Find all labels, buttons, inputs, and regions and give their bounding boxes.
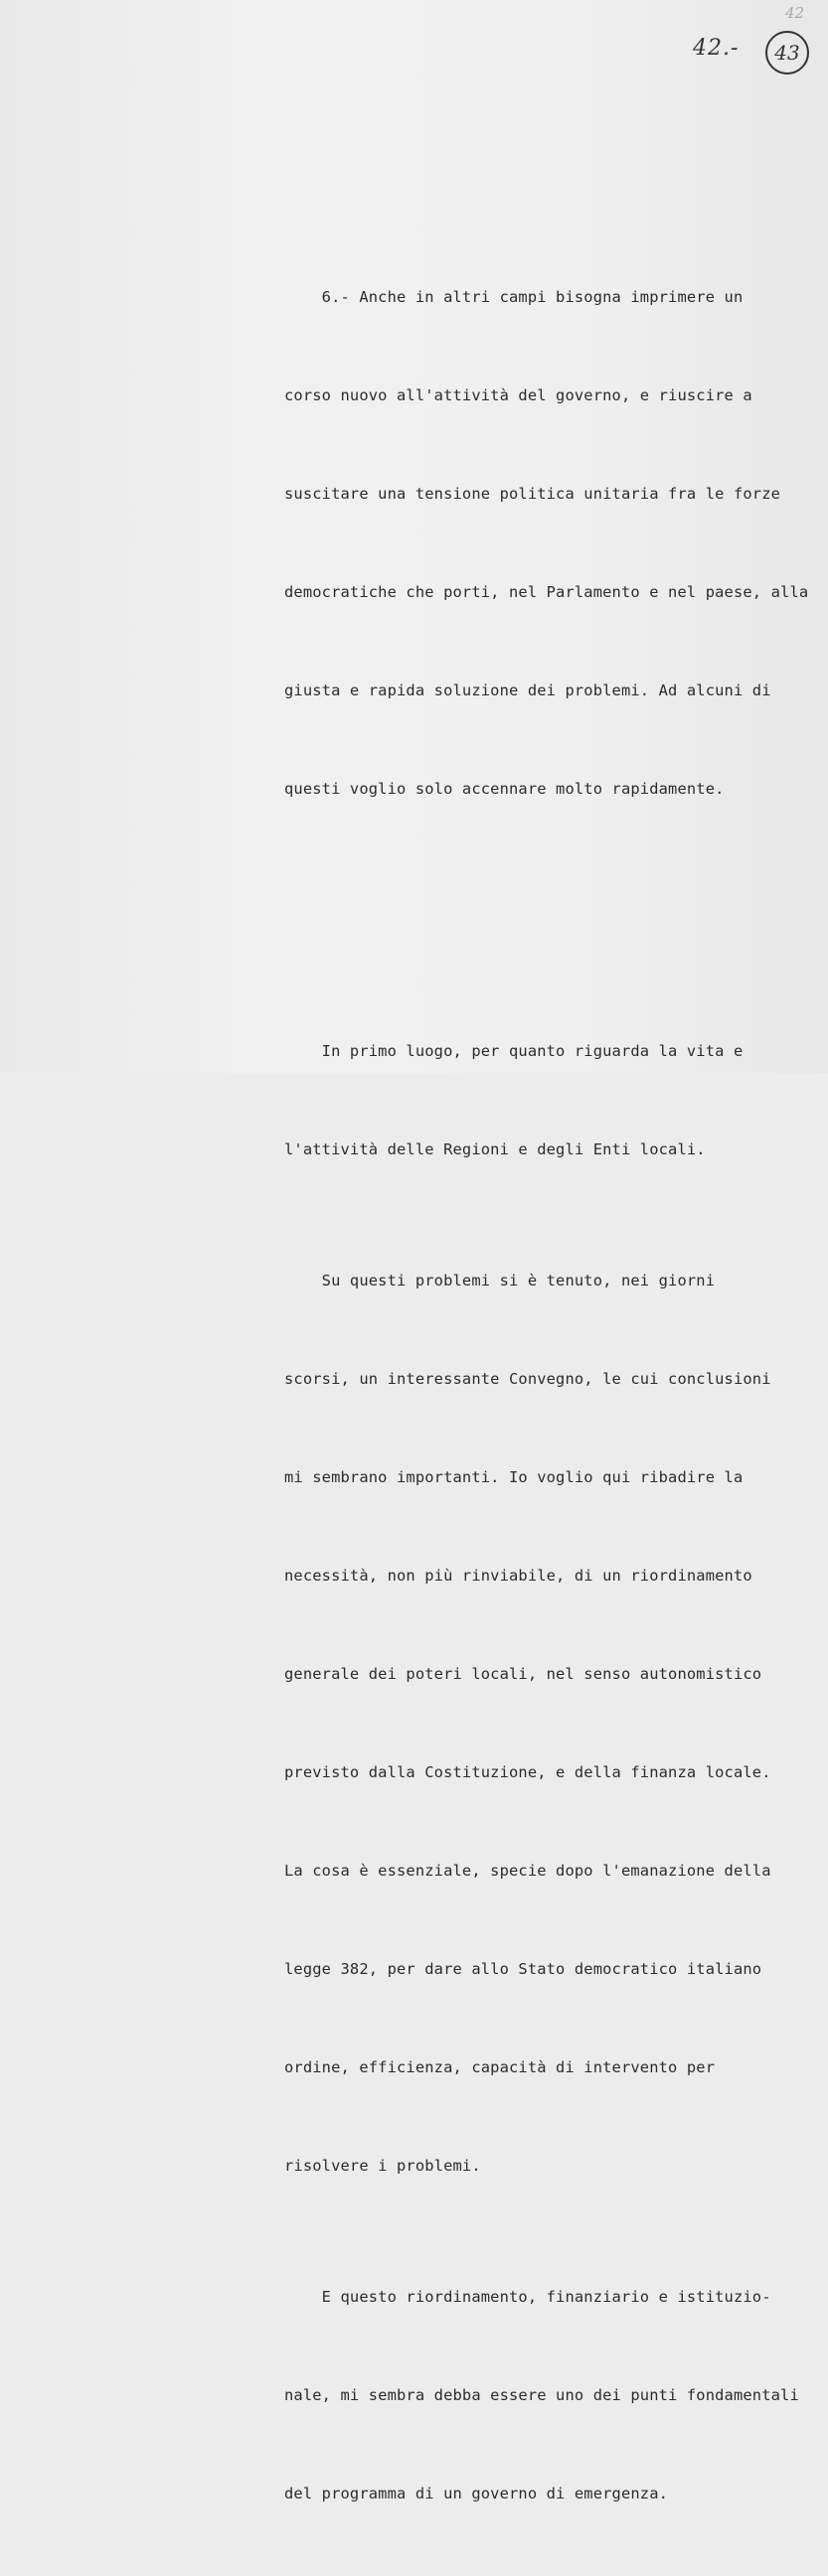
text-line: del programma di un governo di emergenza. <box>284 2485 669 2502</box>
text-line: democratiche che porti, nel Parlamento e nel paese, alla <box>284 583 809 601</box>
text-line: ordine, efficienza, capacità di intervento per <box>284 2058 716 2076</box>
text-line: Su questi problemi si è tenuto, nei giorni <box>284 1272 716 1289</box>
paragraph-gap <box>284 871 826 937</box>
circled-page-number: 43 <box>765 31 809 75</box>
text-line: legge 382, per dare allo Stato democratico italiano <box>284 1960 762 1978</box>
text-line: La cosa è essenziale, specie dopo l'emanazione della <box>284 1862 771 1880</box>
text-line: necessità, non più rinviabile, di un riordinamento <box>284 1567 752 1585</box>
pencil-page-number: 42 <box>785 4 805 22</box>
text-line: nale, mi sembra debba essere uno dei punti fondamentali <box>284 2386 799 2404</box>
text-line: suscitare una tensione politica unitaria fra le forze <box>284 485 781 503</box>
text-line: scorsi, un interessante Convegno, le cui conclusioni <box>284 1370 771 1388</box>
text-line: l'attività delle Regioni e degli Enti locali. <box>284 1140 706 1158</box>
text-line: In primo luogo, per quanto riguarda la vita e <box>284 1042 744 1060</box>
text-line: 6.- Anche in altri campi bisogna imprimere un <box>284 288 744 306</box>
text-line: E questo riordinamento, finanziario e istituzio- <box>284 2288 771 2306</box>
text-line: previsto dalla Costituzione, e della finanza locale. <box>284 1763 771 1781</box>
text-line: risolvere i problemi. <box>284 2157 481 2175</box>
text-line: giusta e rapida soluzione dei problemi. Ad alcuni di <box>284 682 771 699</box>
page-number: 42.- <box>693 36 740 61</box>
text-line: questi voglio solo accennare molto rapidamente. <box>284 780 725 798</box>
text-line: mi sembrano importanti. Io voglio qui ribadire la <box>284 1468 744 1486</box>
body-text <box>284 183 826 2576</box>
text-line: corso nuovo all'attività del governo, e riuscire a <box>284 386 752 404</box>
text-line: generale dei poteri locali, nel senso autonomistico <box>284 1665 762 1683</box>
